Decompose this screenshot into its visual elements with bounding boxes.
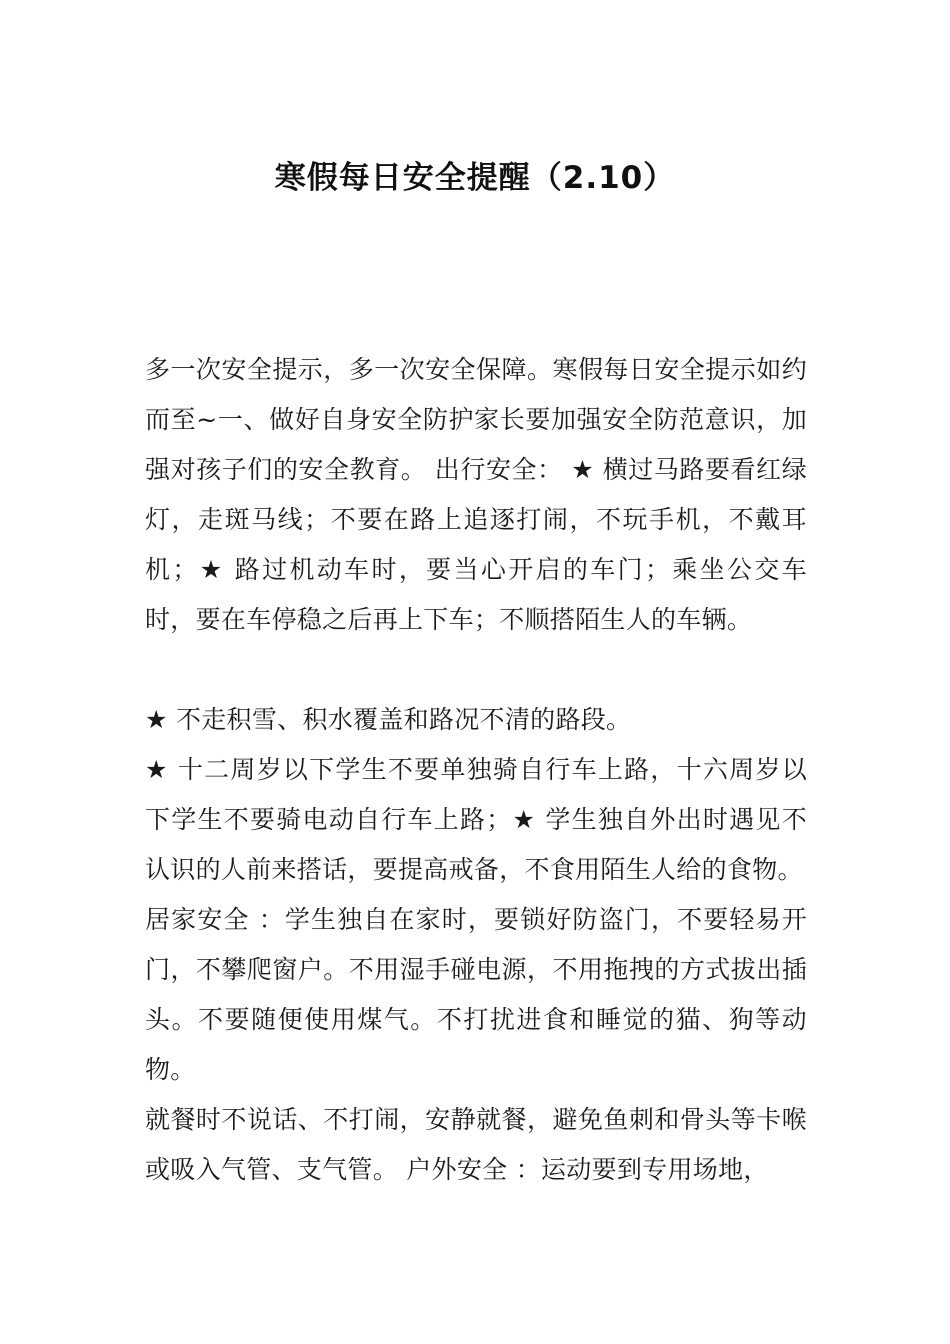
paragraph-cycling-strangers: ★ 十二周岁以下学生不要单独骑自行车上路，十六周岁以下学生不要骑电动自行车上路；★ 学生独自外出时遇见不认识的人前来搭话，要提高戒备，不食用陌生人给的食物。 bbox=[145, 755, 807, 884]
document-title: 寒假每日安全提醒（2.10） bbox=[274, 160, 676, 196]
paragraph-road-conditions: ★ 不走积雪、积水覆盖和路况不清的路段。 bbox=[145, 705, 632, 734]
document-body bbox=[145, 345, 807, 1195]
paragraph-travel-safety: 多一次安全提示，多一次安全保障。寒假每日安全提示如约而至~一、做好自身安全防护家长要加强安全防范意识，加强对孩子们的安全教育。 出行安全： ★ 横过马路要看红绿灯，走斑马线；不要在路上追逐打闹，不玩手机，不戴耳机；★ 路过机动车时，要当心开启的车门；乘坐公交车时，要在车停稳之后再上下车；不顺搭陌生人的车辆。 bbox=[145, 355, 807, 634]
paragraph-home-safety: 居家安全 ：学生独自在家时，要锁好防盗门，不要轻易开门，不攀爬窗户。不用湿手碰电源，不用拖拽的方式拔出插头。不要随便使用煤气。不打扰进食和睡觉的猫、狗等动物。 bbox=[145, 905, 807, 1084]
paragraph-dining-outdoor: 就餐时不说话、不打闹，安静就餐，避免鱼刺和骨头等卡喉或吸入气管、支气管。 户外安全 ：运动要到专用场地， bbox=[145, 1105, 807, 1184]
paragraph-gap bbox=[145, 645, 807, 695]
